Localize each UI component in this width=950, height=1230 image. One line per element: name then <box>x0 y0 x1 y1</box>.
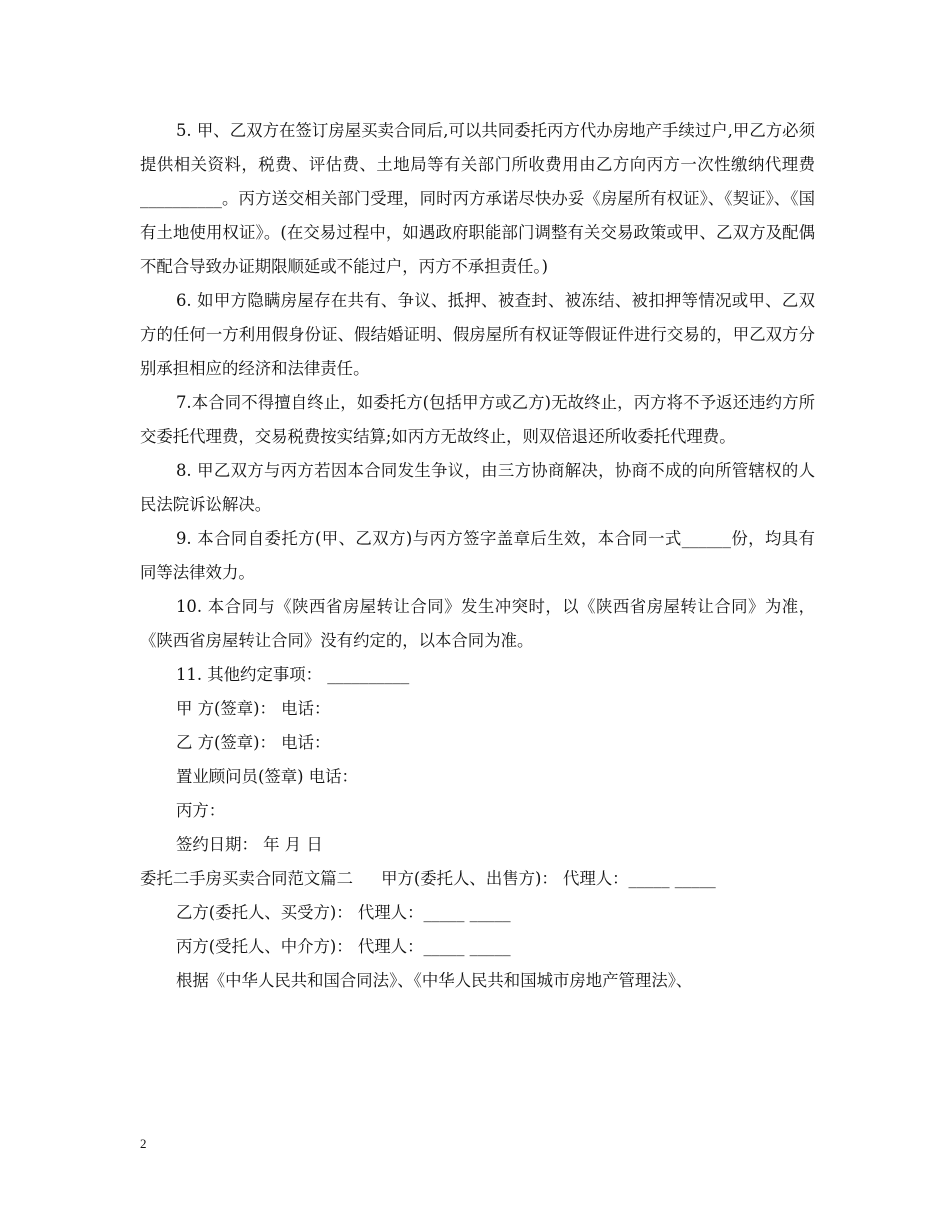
second-contract-party-c: 丙方(受托人、中介方)： 代理人：_____ _____ <box>176 937 511 956</box>
second-contract-basis: 根据《中华人民共和国合同法》、《中华人民共和国城市房地产管理法》、 <box>176 971 693 990</box>
second-contract-heading-line <box>140 862 815 896</box>
second-contract-title: 委托二手房买卖合同范文篇二 <box>140 869 354 888</box>
clause-5: 5. 甲、乙双方在签订房屋买卖合同后,可以共同委托丙方代办房地产手续过户,甲乙方必须提供相关资料，税费、评估费、土地局等有关部门所收费用由乙方向丙方一次性缴纳代理费__________。丙方送交相关部门受理，同时丙方承诺尽快办妥《房屋所有权证》、《契证》、《国有土地使用权证》。(在交易过程中，如遇政府职能部门调整有关交易政策或甲、乙双方及配偶不配合导致办证期限顺延或不能过户，丙方不承担责任。) <box>140 121 815 276</box>
document-body <box>140 114 815 998</box>
clause-10: 10. 本合同与《陕西省房屋转让合同》发生冲突时，以《陕西省房屋转让合同》为准，《陕西省房屋转让合同》没有约定的，以本合同为准。 <box>140 597 815 650</box>
signature-party-c: 丙方： <box>176 801 226 820</box>
second-contract-party-b: 乙方(委托人、买受方)： 代理人：_____ _____ <box>176 903 511 922</box>
clause-6: 6. 如甲方隐瞒房屋存在共有、争议、抵押、被查封、被冻结、被扣押等情况或甲、乙双方的任何一方利用假身份证、假结婚证明、假房屋所有权证等假证件进行交易的，甲乙双方分别承担相应的经济和法律责任。 <box>140 291 815 378</box>
second-contract-party-a: 甲方(委托人、出售方)： 代理人：_____ _____ <box>381 869 716 888</box>
clause-8: 8. 甲乙双方与丙方若因本合同发生争议，由三方协商解决，协商不成的向所管辖权的人民法院诉讼解决。 <box>140 461 815 514</box>
clause-9: 9. 本合同自委托方(甲、乙双方)与丙方签字盖章后生效，本合同一式______份，均具有同等法律效力。 <box>140 529 815 582</box>
clause-11: 11. 其他约定事项： __________ <box>176 665 410 684</box>
signature-consultant: 置业顾问员(签章) 电话： <box>176 767 358 786</box>
signature-party-a: 甲 方(签章)： 电话： <box>176 699 331 718</box>
signing-date: 签约日期： 年 月 日 <box>176 835 323 854</box>
clause-7: 7.本合同不得擅自终止，如委托方(包括甲方或乙方)无故终止，丙方将不予返还违约方所交委托代理费，交易税费按实结算;如丙方无故终止，则双倍退还所收委托代理费。 <box>140 393 815 446</box>
signature-party-b: 乙 方(签章)： 电话： <box>176 733 331 752</box>
page-number: 2 <box>140 1136 147 1151</box>
